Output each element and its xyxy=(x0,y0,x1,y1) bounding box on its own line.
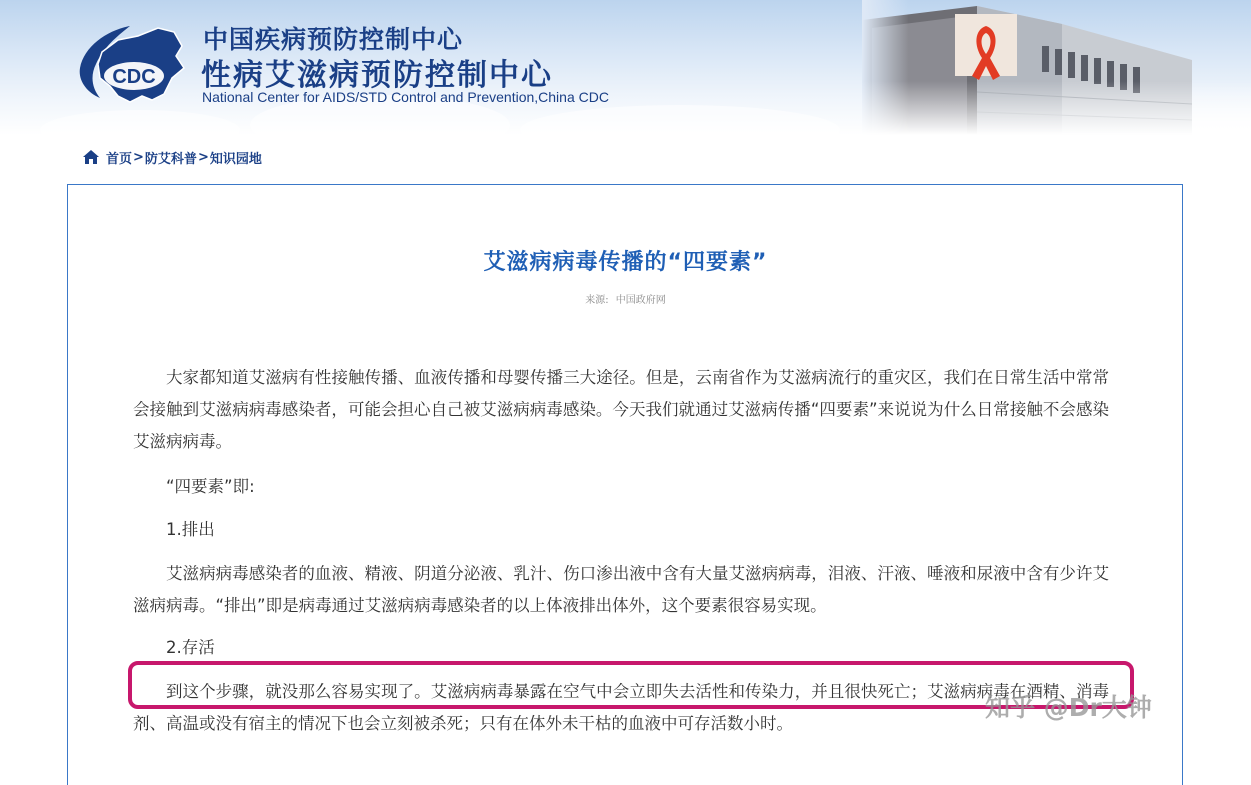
source-label: 来源: xyxy=(585,295,609,306)
article-source xyxy=(0,291,1251,306)
header-building-image xyxy=(862,0,1251,135)
breadcrumb-separator: > xyxy=(197,149,209,165)
article-paragraph-highlighted: 到这个步骤，就没那么容易实现了。艾滋病病毒暴露在空气中会立即失去活性和传染力，并且很快死亡；艾滋病病毒在酒精、消毒剂、高温或没有宿主的情况下也会立刻被杀死；只有在体外未干枯的血液中可存活数小时。 xyxy=(133,682,1109,733)
site-header xyxy=(0,0,1251,135)
breadcrumb-knowledge-link[interactable]: 知识园地 xyxy=(209,151,262,167)
breadcrumb-separator: > xyxy=(133,149,144,165)
breadcrumb xyxy=(82,147,262,167)
site-title-line1: 中国疾病预防控制中心 xyxy=(203,25,464,54)
zhihu-watermark: 知乎 @Dr大钟 xyxy=(985,693,1152,722)
source-value: 中国政府网 xyxy=(615,295,666,306)
article-paragraph: 大家都知道艾滋病有性接触传播、血液传播和母婴传播三大途径。但是，云南省作为艾滋病流行的重灾区，我们在日常生活中常常会接触到艾滋病病毒感染者，可能会担心自己被艾滋病病毒感染。今天我们就通过艾滋病传播“四要素”来说说为什么日常接触不会感染艾滋病病毒。 xyxy=(133,368,1109,451)
site-title-english: National Center for AIDS/STD Control and Prevention,China CDC xyxy=(202,89,609,105)
article-section-heading: 2.存活 xyxy=(166,638,215,657)
svg-text:CDC: CDC xyxy=(112,66,156,88)
article-title: 艾滋病病毒传播的“四要素” xyxy=(483,250,768,275)
article-paragraph: “四要素”即: xyxy=(166,477,255,496)
cdc-logo-icon[interactable] xyxy=(72,16,192,112)
breadcrumb-home-link[interactable]: 首页 xyxy=(106,151,133,167)
breadcrumb-aids-science-link[interactable]: 防艾科普 xyxy=(144,151,197,167)
site-title-line2: 性病艾滋病预防控制中心 xyxy=(201,58,553,93)
home-icon[interactable] xyxy=(82,149,100,165)
article-section-heading: 1.排出 xyxy=(166,520,215,539)
article-paragraph: 艾滋病病毒感染者的血液、精液、阴道分泌液、乳汁、伤口渗出液中含有大量艾滋病病毒，泪液、汗液、唾液和尿液中含有少许艾滋病病毒。“排出”即是病毒通过艾滋病病毒感染者的以上体液排出体外，这个要素很容易实现。 xyxy=(133,564,1109,615)
